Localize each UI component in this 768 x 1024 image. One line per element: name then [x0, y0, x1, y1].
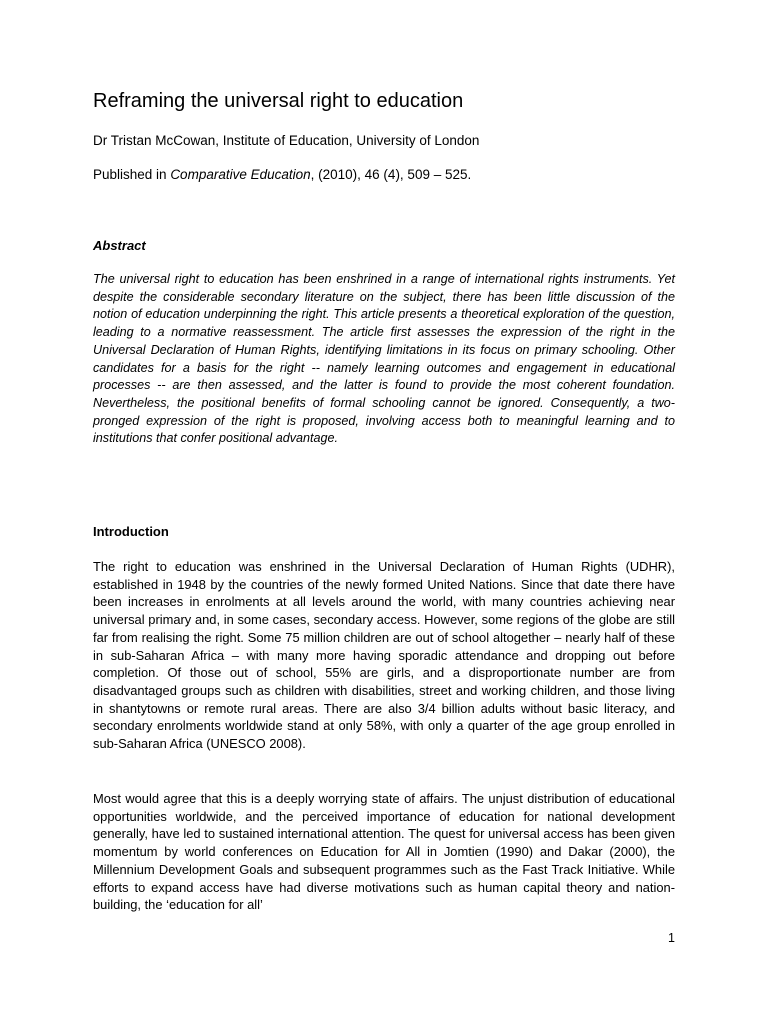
introduction-paragraph: Most would agree that this is a deeply worrying state of affairs. The unjust distribution of educational opportunities worldwide, and the perceived importance of education for national development generally, have led to sustained international attention. The quest for universal access has been given momentum by world conferences on Education for All in Jomtien (1990) and Dakar (2000), the Millennium Development Goals and subsequent programmes such as the Fast Track Initiative. While efforts to expand access have had diverse motivations such as human capital theory and nation-building, the ‘education for all’	[93, 791, 675, 913]
page-number: 1	[668, 931, 675, 945]
document-page	[93, 0, 675, 1024]
author-line: Dr Tristan McCowan, Institute of Education, University of London	[93, 133, 480, 148]
publication-prefix: Published in	[93, 167, 171, 182]
publication-info	[93, 166, 471, 184]
paper-title: Reframing the universal right to education	[93, 90, 464, 112]
abstract-heading: Abstract	[93, 238, 146, 253]
introduction-paragraph: The right to education was enshrined in the Universal Declaration of Human Rights (UDHR), established in 1948 by the countries of the newly formed United Nations. Since that date there have been increases in enrolments at all levels around the world, with many countries achieving near universal primary and, in some cases, secondary access. However, some regions of the globe are still far from realising the right. Some 75 million children are out of school altogether – nearly half of these in sub-Saharan Africa – with many more having sporadic attendance and dropping out before completion. Of those out of school, 55% are girls, and a disproportionate number are from disadvantaged groups such as children with disabilities, street and working children, and those living in shantytowns or remote rural areas. There are also 3/4 billion adults without basic literacy, and secondary enrolments worldwide stand at only 58%, with only a quarter of the age group enrolled in sub-Saharan Africa (UNESCO 2008).	[93, 559, 675, 752]
journal-name: Comparative Education	[170, 167, 311, 182]
abstract-body: The universal right to education has been enshrined in a range of international rights instruments. Yet despite the considerable secondary literature on the subject, there has been little discussion of the notion of education underpinning the right. This article presents a theoretical exploration of the question, leading to a normative reassessment. The article first assesses the expression of the right in the Universal Declaration of Human Rights, identifying limitations in its focus on primary schooling. Other candidates for a basis for the right -- namely learning outcomes and engagement in educational processes -- are then assessed, and the latter is found to provide the most coherent foundation. Nevertheless, the positional benefits of formal schooling cannot be ignored. Consequently, a two-pronged expression of the right is proposed, involving access both to meaningful learning and to institutions that confer positional advantage.	[93, 272, 675, 446]
introduction-heading: Introduction	[93, 524, 169, 539]
publication-suffix: , (2010), 46 (4), 509 – 525.	[310, 167, 472, 182]
